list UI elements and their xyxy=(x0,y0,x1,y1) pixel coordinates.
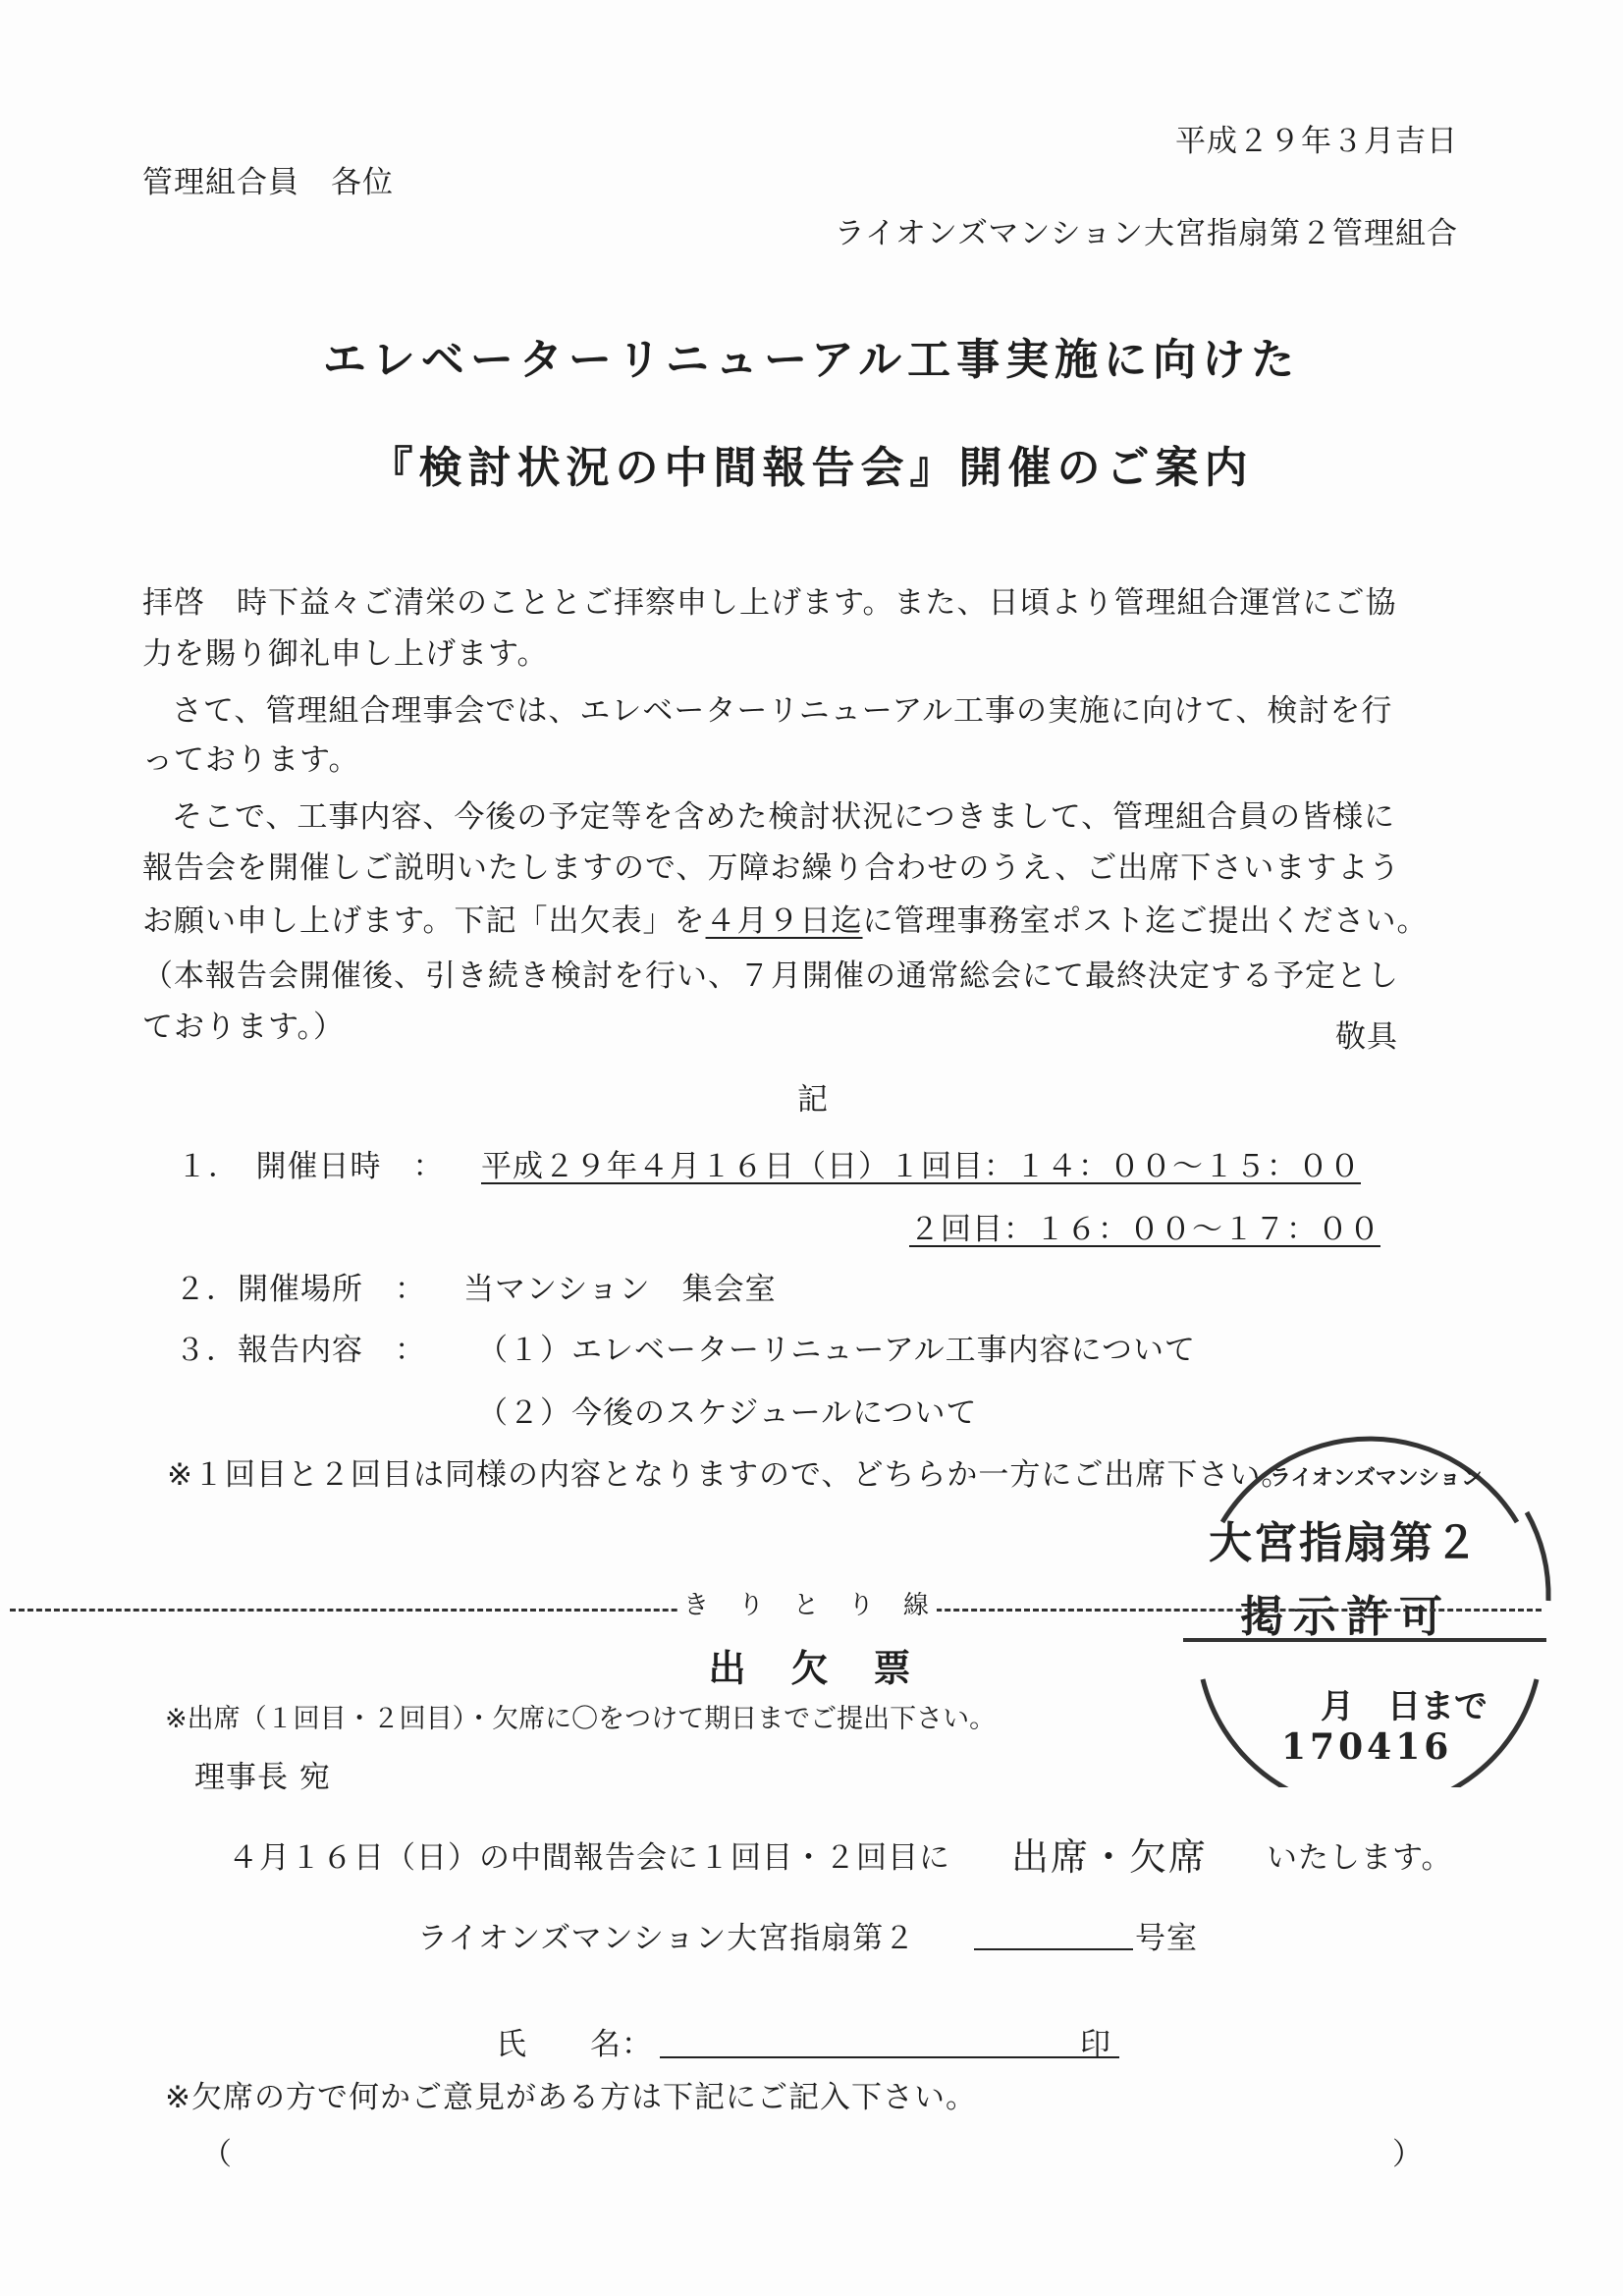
form-instruction: ※出席（１回目・２回目）・欠席に〇をつけて期日までご提出下さい。 xyxy=(165,1704,997,1734)
attendance-choice[interactable]: 出席・欠席 xyxy=(1011,1835,1209,1879)
stamp-line-4: 170416 xyxy=(1281,1726,1453,1768)
submission-deadline: ４月９日迄 xyxy=(705,903,863,939)
opinion-paren-close: ） xyxy=(1392,2137,1424,2172)
approval-stamp xyxy=(1183,1414,1556,1787)
opinion-field[interactable] xyxy=(236,2121,1384,2170)
form-addressee: 理事長 宛 xyxy=(194,1760,331,1795)
body-p4-line2: ております。） xyxy=(142,1010,346,1045)
detail-note: ※１回目と２回目は同様の内容となりますので、どちらか一方にご出席下さい。 xyxy=(167,1457,1293,1493)
form-statement-a: ４月１６日（日）の中間報告会に１回目・２回目に xyxy=(228,1840,950,1876)
recipient: 管理組合員 各位 xyxy=(142,165,394,200)
name-label: 氏 名： xyxy=(496,2027,653,2062)
issue-date: 平成２９年３月吉日 xyxy=(1175,124,1458,159)
name-blank[interactable] xyxy=(660,2056,1119,2058)
body-p3-line2: 報告会を開催しご説明いたしますので、万障お繰り合わせのうえ、ご出席下さいますよう xyxy=(142,850,1401,886)
body-p3-line3-a: お願い申し上げます。下記「出欠表」を xyxy=(142,903,706,939)
detail-1-label: １． 開催日時 ： xyxy=(177,1149,445,1184)
body-p2-line1: さて、管理組合理事会では、エレベーターリニューアル工事の実施に向けて、検討を行 xyxy=(172,693,1393,729)
detail-1-value-1: 平成２９年４月１６日（日）１回目：１４：００～１５：００ xyxy=(481,1149,1361,1184)
body-p3-line3-b: に管理事務室ポスト迄ご提出ください。 xyxy=(862,903,1429,939)
stamp-arc-text: ライオンズマンション xyxy=(1270,1465,1483,1491)
form-statement-b: いたします。 xyxy=(1267,1840,1453,1876)
body-p1-line1: 拝啓 時下益々ご清栄のこととご拝察申し上げます。また、日頃より管理組合運営にご協 xyxy=(142,585,1397,621)
ki-heading: 記 xyxy=(797,1082,829,1118)
body-p1-line2: 力を賜り御礼申し上げます。 xyxy=(142,636,549,672)
stamp-line-1: 大宮指扇第２ xyxy=(1209,1518,1480,1568)
form-title: 出 欠 票 xyxy=(708,1647,915,1690)
body-p2-line2: っております。 xyxy=(142,742,360,778)
body-p4-line1: （本報告会開催後、引き続き検討を行い、７月開催の通常総会にて最終決定する予定とし xyxy=(142,958,1399,994)
room-suffix: 号室 xyxy=(1135,1921,1198,1956)
stamp-line-3: 月 日まで xyxy=(1321,1687,1488,1726)
stamp-line-2: 掲示許可 xyxy=(1240,1592,1452,1642)
title-line-1: エレベーターリニューアル工事実施に向けた xyxy=(322,335,1301,385)
detail-2-label: ２．開催場所 ： xyxy=(175,1272,426,1307)
detail-1-value-2: ２回目：１６：００～１７：００ xyxy=(909,1212,1380,1247)
cut-line-label: き り と り 線 xyxy=(677,1585,937,1621)
detail-3-label: ３．報告内容 ： xyxy=(175,1333,426,1368)
opinion-paren-open: （ xyxy=(201,2137,233,2172)
seal-mark: 印 xyxy=(1080,2027,1111,2062)
detail-2-value: 当マンション 集会室 xyxy=(463,1272,777,1307)
room-label: ライオンズマンション大宮指扇第２ xyxy=(417,1921,916,1956)
body-p3-line3 xyxy=(142,896,1429,940)
body-p3-line1: そこで、工事内容、今後の予定等を含めた検討状況につきまして、管理組合員の皆様に xyxy=(172,799,1396,835)
title-line-2: 『検討状況の中間報告会』開催のご案内 xyxy=(369,443,1254,493)
room-number-blank[interactable] xyxy=(974,1948,1133,1950)
detail-3-value-2: （２）今後のスケジュールについて xyxy=(477,1395,978,1431)
closing-keigu: 敬具 xyxy=(1335,1019,1398,1055)
opinion-note: ※欠席の方で何かご意見がある方は下記にご記入下さい。 xyxy=(165,2080,977,2115)
sender: ライオンズマンション大宮指扇第２管理組合 xyxy=(834,216,1458,251)
detail-3-value-1: （１）エレベーターリニューアル工事内容について xyxy=(477,1333,1196,1368)
